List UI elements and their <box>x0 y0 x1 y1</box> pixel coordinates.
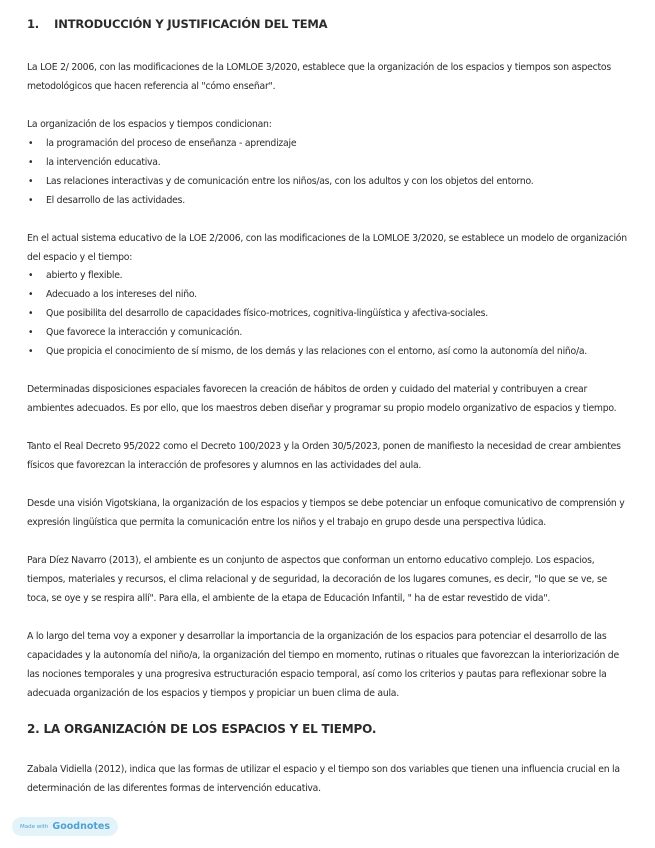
list2 <box>27 266 627 361</box>
section1-paragraph-3: Tanto el Real Decreto 95/2022 como el Decreto 100/2023 y la Orden 30/5/2023, ponen de manifiesto la necesidad de crear ambientes físicos que favorezcan la interacción de profesores y alumnos en las actividades del aula. <box>27 441 621 471</box>
list-item: • la programación del proceso de enseñanza - aprendizaje <box>27 134 627 153</box>
section1-paragraph-5: Para Díez Navarro (2013), el ambiente es un conjunto de aspectos que conforman un entorno educativo complejo. Los espacios, tiempos, materiales y recursos, el clima relacional y de seguridad, la decoración de los lugares comunes, es decir, "lo que se ve, se toca, se oye y se respira allí". Para ella, el ambiente de la etapa de Educación Infantil, " ha de estar revestido de vida". <box>27 555 608 604</box>
bullet-icon: • <box>28 176 34 187</box>
bullet-icon: • <box>28 346 34 357</box>
bullet-icon: • <box>28 308 34 319</box>
bullet-icon: • <box>28 270 34 281</box>
bullet-icon: • <box>28 157 34 168</box>
bullet-icon: • <box>28 195 34 206</box>
bullet-icon: • <box>28 138 34 149</box>
section1-title: 1. INTRODUCCIÓN Y JUSTIFICACIÓN DEL TEMA <box>27 17 328 31</box>
section1-paragraph-4: Desde una visión Vigotskiana, la organización de los espacios y tiempos se debe potenciar un enfoque comunicativo de comprensión y expresión lingüística que permita la comunicación entre los niños y el trabajo en grupo desde una perspectiva lúdica. <box>27 498 625 528</box>
section1-paragraph-1: La LOE 2/ 2006, con las modificaciones de la LOMLOE 3/2020, establece que la organización de los espacios y tiempos son aspectos metodológicos que hacen referencia al "cómo enseñar". <box>27 62 611 92</box>
list-item: • Las relaciones interactivas y de comunicación entre los niños/as, con los adultos y con los objetos del entorno. <box>27 172 627 191</box>
section2-title: 2. LA ORGANIZACIÓN DE LOS ESPACIOS Y EL TIEMPO. <box>27 722 377 736</box>
bullet-icon: • <box>28 327 34 338</box>
list-item: • El desarrollo de las actividades. <box>27 191 627 210</box>
list-item: • Que propicia el conocimiento de sí mismo, de los demás y las relaciones con el entorno, así como la autonomía del niño/a. <box>27 342 627 361</box>
list1 <box>27 134 627 210</box>
section2-paragraph-1: Zabala Vidiella (2012), indica que las formas de utilizar el espacio y el tiempo son dos variables que tienen una influencia crucial en la determinación de las diferentes formas de intervención educativa. <box>27 764 620 794</box>
list-item: • Que favorece la interacción y comunicación. <box>27 323 627 342</box>
watermark-prefix: Made with <box>20 823 49 830</box>
goodnotes-watermark <box>12 817 118 836</box>
list-item: • Adecuado a los intereses del niño. <box>27 285 627 304</box>
list2-intro: En el actual sistema educativo de la LOE 2/2006, con las modificaciones de la LOMLOE 3/2020, se establece un modelo de organización del espacio y el tiempo: <box>27 233 627 263</box>
watermark-brand: Goodnotes <box>52 821 111 832</box>
list-item: • la intervención educativa. <box>27 153 627 172</box>
bullet-icon: • <box>28 289 34 300</box>
list1-intro: La organización de los espacios y tiempos condicionan: <box>27 119 272 130</box>
list-item: • abierto y flexible. <box>27 266 627 285</box>
list-item: • Que posibilita del desarrollo de capacidades físico-motrices, cognitiva-lingüística y afectiva-sociales. <box>27 304 627 323</box>
section1-paragraph-6: A lo largo del tema voy a exponer y desarrollar la importancia de la organización de los espacios para potenciar el desarrollo de las capacidades y la autonomía del niño/a, la organización del tiempo en momento, rutinas o rituales que favorezcan la interiorización de las nociones temporales y una progresiva estructuración espacio temporal, así como los criterios y pautas para reflexionar sobre la adecuada organización de los espacios y tiempos y propiciar un buen clima de aula. <box>27 631 619 699</box>
section1-paragraph-2: Determinadas disposiciones espaciales favorecen la creación de hábitos de orden y cuidado del material y contribuyen a crear ambientes adecuados. Es por ello, que los maestros deben diseñar y programar su propio modelo organizativo de espacios y tiempo. <box>27 384 617 414</box>
